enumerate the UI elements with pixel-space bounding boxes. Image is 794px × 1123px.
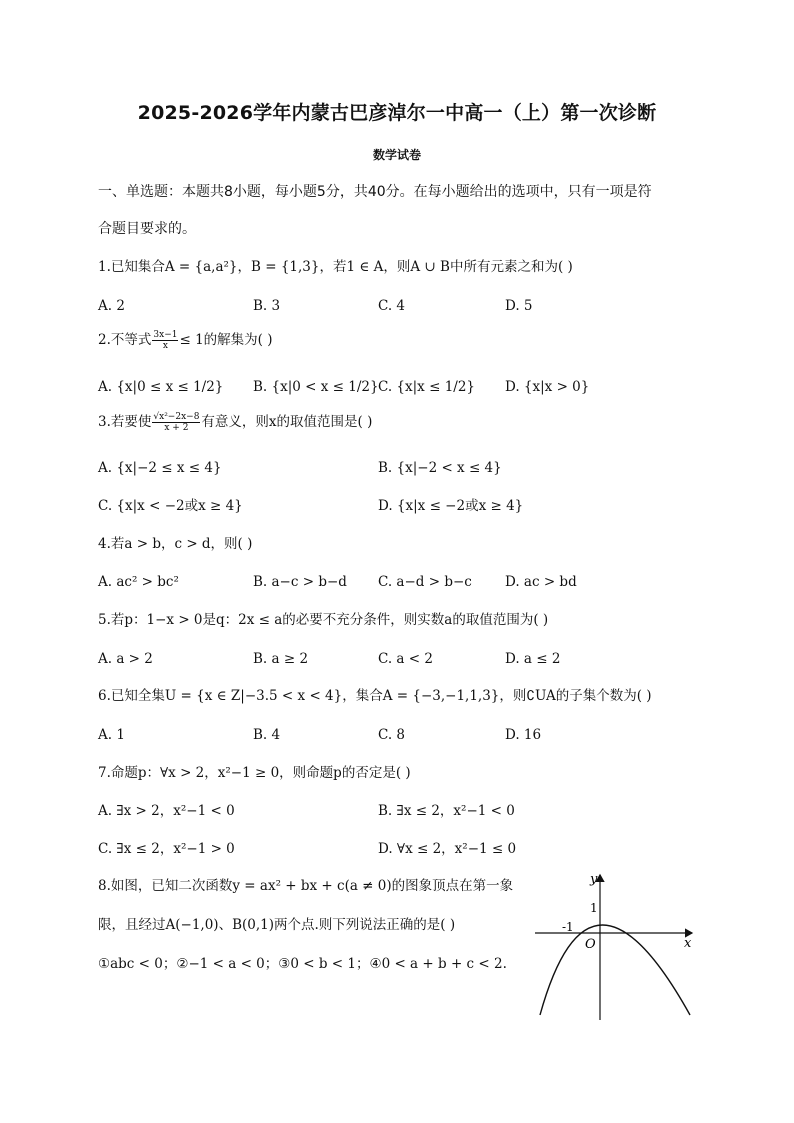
question-7-option-b: B. ∃x ≤ 2，x²−1 < 0	[378, 803, 515, 819]
question-3-option-d: D. {x|x ≤ −2或x ≥ 4}	[378, 498, 524, 514]
question-7-stem: 7.命题p：∀x > 2，x²−1 ≥ 0，则命题p的否定是( )	[98, 765, 411, 781]
question-8-statements: ①abc < 0；②−1 < a < 0；③0 < b < 1；④0 < a + b + c < 2.	[98, 956, 507, 972]
question-3-stem	[98, 412, 372, 433]
question-8-stem-line1: 8.如图，已知二次函数y = ax² + bx + c(a ≠ 0)的图象顶点在第一象	[98, 878, 514, 894]
question-6-option-c: C. 8	[378, 727, 406, 743]
question-4-option-b: B. a−c > b−d	[253, 574, 347, 590]
question-1-option-c: C. 4	[378, 298, 406, 314]
question-2-option-c: C. {x|x ≤ 1/2}	[378, 379, 476, 395]
question-5-option-b: B. a ≥ 2	[253, 651, 309, 667]
question-2-option-d: D. {x|x > 0}	[505, 379, 590, 395]
question-2-option-b: B. {x|0 < x ≤ 1/2}	[253, 379, 379, 395]
question-1-option-d: D. 5	[505, 298, 533, 314]
x-axis-label: x	[684, 936, 692, 951]
one-label: 1	[590, 901, 598, 915]
question-6-option-d: D. 16	[505, 727, 542, 743]
question-6-stem: 6.已知全集U = {x ∈ Z|−3.5 < x < 4}，集合A = {−3,−1,1,3}，则∁UA的子集个数为( )	[98, 688, 652, 704]
question-3-stem-post: 有意义，则x的取值范围是( )	[201, 414, 373, 430]
section-heading: 一、单选题：本题共8小题，每小题5分，共40分。在每小题给出的选项中，只有一项是符	[98, 184, 652, 200]
question-4-option-a: A. ac² > bc²	[98, 574, 179, 590]
fraction-denominator: x	[162, 341, 168, 351]
question-2-fraction	[152, 330, 178, 351]
neg-one-label: -1	[562, 920, 574, 934]
question-5-option-a: A. a > 2	[98, 651, 153, 667]
question-3-option-c: C. {x|x < −2或x ≥ 4}	[98, 498, 243, 514]
question-1-option-b: B. 3	[253, 298, 281, 314]
question-1-option-a: A. 2	[98, 298, 125, 314]
question-1-stem: 1.已知集合A = {a,a²}，B = {1,3}，若1 ∈ A，则A ∪ B中所有元素之和为( )	[98, 259, 573, 275]
question-5-stem: 5.若p：1−x > 0是q：2x ≤ a的必要不充分条件，则实数a的取值范围为( )	[98, 612, 549, 628]
question-3-option-a: A. {x|−2 ≤ x ≤ 4}	[98, 460, 222, 476]
question-4-stem: 4.若a > b，c > d，则( )	[98, 536, 253, 552]
origin-label: O	[585, 937, 596, 952]
question-3-fraction	[152, 412, 200, 433]
question-3-option-b: B. {x|−2 < x ≤ 4}	[378, 460, 502, 476]
question-2-option-a: A. {x|0 ≤ x ≤ 1/2}	[98, 379, 224, 395]
question-4-option-c: C. a−d > b−c	[378, 574, 472, 590]
section-heading-cont: 合题目要求的。	[98, 221, 196, 237]
question-5-option-d: D. a ≤ 2	[505, 651, 561, 667]
page-subtitle: 数学试卷	[372, 148, 421, 162]
y-axis-label: y	[590, 872, 598, 887]
question-7-option-d: D. ∀x ≤ 2，x²−1 ≤ 0	[378, 841, 517, 857]
question-6-option-b: B. 4	[253, 727, 281, 743]
question-8-stem-line2: 限，且经过A(−1,0)、B(0,1)两个点.则下列说法正确的是( )	[98, 917, 456, 933]
question-3-stem-pre: 3.若要使	[98, 414, 152, 430]
parabola-graph	[530, 865, 700, 1025]
question-2-stem	[98, 330, 273, 351]
parabola-curve	[540, 925, 690, 1015]
question-5-option-c: C. a < 2	[378, 651, 433, 667]
question-2-stem-pre: 2.不等式	[98, 332, 152, 348]
fraction-numerator: 3x−1	[153, 330, 178, 340]
fraction-denominator: x + 2	[164, 423, 189, 433]
question-7-option-c: C. ∃x ≤ 2，x²−1 > 0	[98, 841, 235, 857]
page-title: 2025-2026学年内蒙古巴彦淖尔一中高一（上）第一次诊断	[137, 102, 657, 124]
question-7-option-a: A. ∃x > 2，x²−1 < 0	[98, 803, 235, 819]
fraction-numerator: √x²−2x−8	[153, 412, 200, 422]
question-2-stem-post: ≤ 1的解集为( )	[179, 332, 273, 348]
question-6-option-a: A. 1	[98, 727, 125, 743]
question-4-option-d: D. ac > bd	[505, 574, 577, 590]
